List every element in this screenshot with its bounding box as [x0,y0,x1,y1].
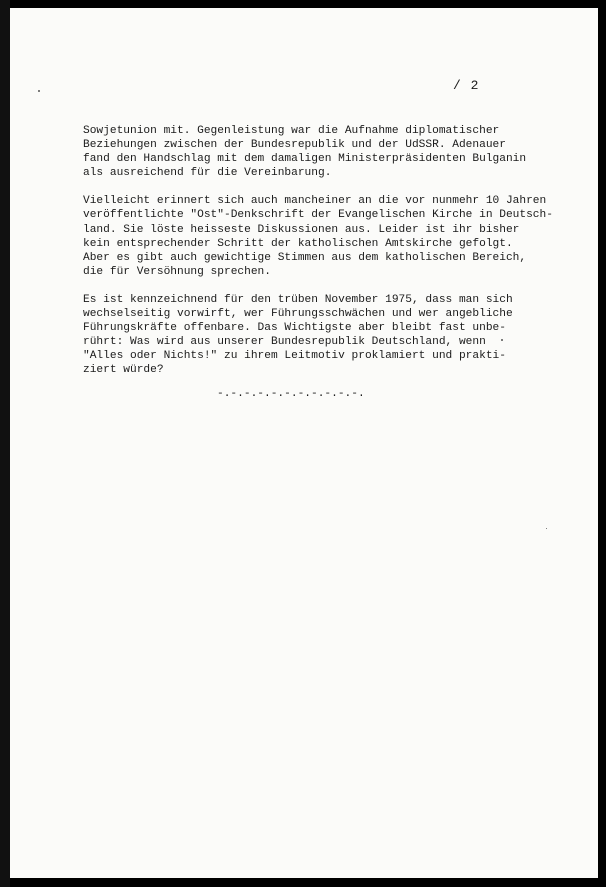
text-line: rührt: Was wird aus unserer Bundesrepublik Deutschland, wenn [83,336,486,349]
text-line: Aber es gibt auch gewichtige Stimmen aus dem katholischen Bereich, [83,251,527,264]
text-line: Sowjetunion mit. Gegenleistung war die Aufnahme diplomatischer [83,125,500,137]
text-line: Beziehungen zwischen der Bundesrepublik und der UdSSR. Adenauer [83,139,506,152]
text-line: Es ist kennzeichnend für den trüben November 1975, dass man sich [83,293,513,306]
text-line: die für Versöhnung sprechen. [83,265,271,278]
text-line: Führungskräfte offenbare. Das Wichtigste aber bleibt fast unbe- [83,322,506,335]
page-number: / 2 [453,78,480,93]
text-line: als ausreichend für die Vereinbarung. [83,167,332,180]
body-text [83,124,593,392]
scan-speck [38,90,40,92]
document-page [10,8,598,878]
text-line: land. Sie löste heisseste Diskussionen aus. Leider ist ihr bisher [83,223,520,236]
paragraph-3 [83,293,593,378]
paragraph-1 [83,124,593,180]
paragraph-2 [83,194,593,279]
text-line: wechselseitig vorwirft, wer Führungsschwächen und wer angebliche [83,308,513,321]
text-line: veröffentlichte "Ost"-Denkschrift der Evangelischen Kirche in Deutsch- [83,209,553,222]
section-separator: -.-.-.-.-.-.-.-.-.-.-. [217,388,365,400]
scan-speck [546,528,547,529]
text-line: "Alles oder Nichts!" zu ihrem Leitmotiv proklamiert und prakti- [83,350,506,363]
text-line: ziert würde? [83,364,164,377]
text-line: Vielleicht erinnert sich auch mancheiner an die vor nunmehr 10 Jahren [83,195,547,208]
text-line: fand den Handschlag mit dem damaligen Ministerpräsidenten Bulganin [83,153,527,166]
scan-speck [501,339,503,341]
text-line: kein entsprechender Schritt der katholischen Amtskirche gefolgt. [83,237,513,250]
scan-border [0,0,10,887]
